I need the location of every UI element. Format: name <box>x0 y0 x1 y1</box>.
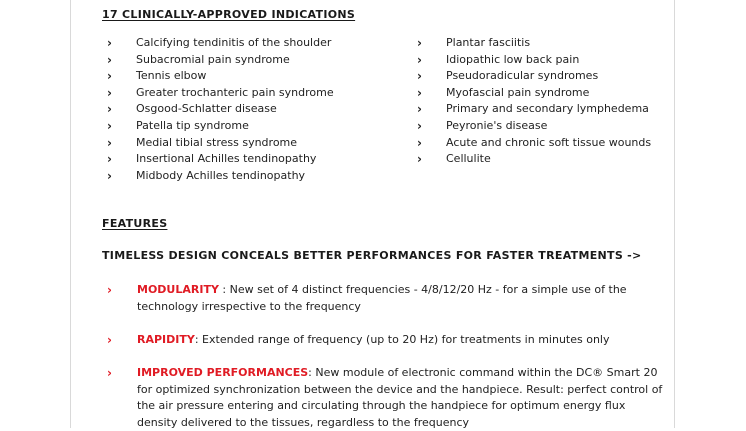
chevron-right-icon: › <box>107 52 112 67</box>
chevron-right-icon: › <box>107 135 112 150</box>
chevron-right-icon: › <box>107 283 112 297</box>
chevron-right-icon: › <box>107 333 112 347</box>
feature-label: IMPROVED PERFORMANCES <box>137 366 309 379</box>
chevron-right-icon: › <box>417 118 422 133</box>
chevron-right-icon: › <box>417 85 422 100</box>
indication-item: › Pseudoradicular syndromes <box>417 69 599 84</box>
indications-left-column <box>107 35 334 184</box>
feature-label: RAPIDITY <box>137 333 195 346</box>
features-tagline: TIMELESS DESIGN CONCEALS BETTER PERFORMANCES FOR FASTER TREATMENTS -> <box>102 249 642 262</box>
indication-item: › Greater trochanteric pain syndrome <box>107 85 334 100</box>
feature-item-modularity <box>107 282 667 315</box>
chevron-right-icon: › <box>417 102 422 117</box>
chevron-right-icon: › <box>107 152 112 167</box>
indication-item: › Acute and chronic soft tissue wounds <box>417 135 652 150</box>
chevron-right-icon: › <box>107 69 112 84</box>
indication-item: › Plantar fasciitis <box>417 36 531 50</box>
chevron-right-icon: › <box>107 85 112 100</box>
feature-label: MODULARITY <box>137 283 219 296</box>
feature-item-improved-performances <box>107 365 667 431</box>
chevron-right-icon: › <box>417 152 422 167</box>
indication-item: › Cellulite <box>417 152 491 167</box>
feature-text: : New module of electronic command within the DC® Smart 20 for optimized synchronization between the device and the handpiece. Result: perfect control of the air pressure entering and circulating through the handpiece for optimum energy flux density delivered to the tissues, regardless to the frequency <box>137 366 663 429</box>
chevron-right-icon: › <box>107 366 112 380</box>
chevron-right-icon: › <box>107 36 112 50</box>
indications-right-column <box>417 35 651 168</box>
feature-text: : Extended range of frequency (up to 20 Hz) for treatments in minutes only <box>194 333 610 346</box>
indication-item: › Midbody Achilles tendinopathy <box>107 168 306 183</box>
chevron-right-icon: › <box>107 168 112 183</box>
indication-item: › Myofascial pain syndrome <box>417 85 590 100</box>
indication-item: › Subacromial pain syndrome <box>107 52 290 67</box>
indications-heading: 17 CLINICALLY-APPROVED INDICATIONS <box>102 8 356 21</box>
feature-item-rapidity <box>107 332 667 349</box>
indication-item: › Primary and secondary lymphedema <box>417 102 649 117</box>
features-heading: FEATURES <box>102 217 168 230</box>
chevron-right-icon: › <box>417 52 422 67</box>
indication-item: › Peyronie's disease <box>417 118 548 133</box>
indication-item: › Patella tip syndrome <box>107 118 249 133</box>
indication-item: › Calcifying tendinitis of the shoulder <box>107 36 332 50</box>
indication-item: › Insertional Achilles tendinopathy <box>107 152 317 167</box>
chevron-right-icon: › <box>417 36 422 50</box>
chevron-right-icon: › <box>417 135 422 150</box>
chevron-right-icon: › <box>107 118 112 133</box>
indication-item: › Medial tibial stress syndrome <box>107 135 298 150</box>
indication-item: › Idiopathic low back pain <box>417 52 580 67</box>
feature-text: : New set of 4 distinct frequencies - 4/8/12/20 Hz - for a simple use of the technology irrespective to the frequency <box>137 283 627 313</box>
chevron-right-icon: › <box>417 69 422 84</box>
chevron-right-icon: › <box>107 102 112 117</box>
indication-item: › Osgood-Schlatter disease <box>107 102 277 117</box>
indication-item: › Tennis elbow <box>107 69 207 84</box>
